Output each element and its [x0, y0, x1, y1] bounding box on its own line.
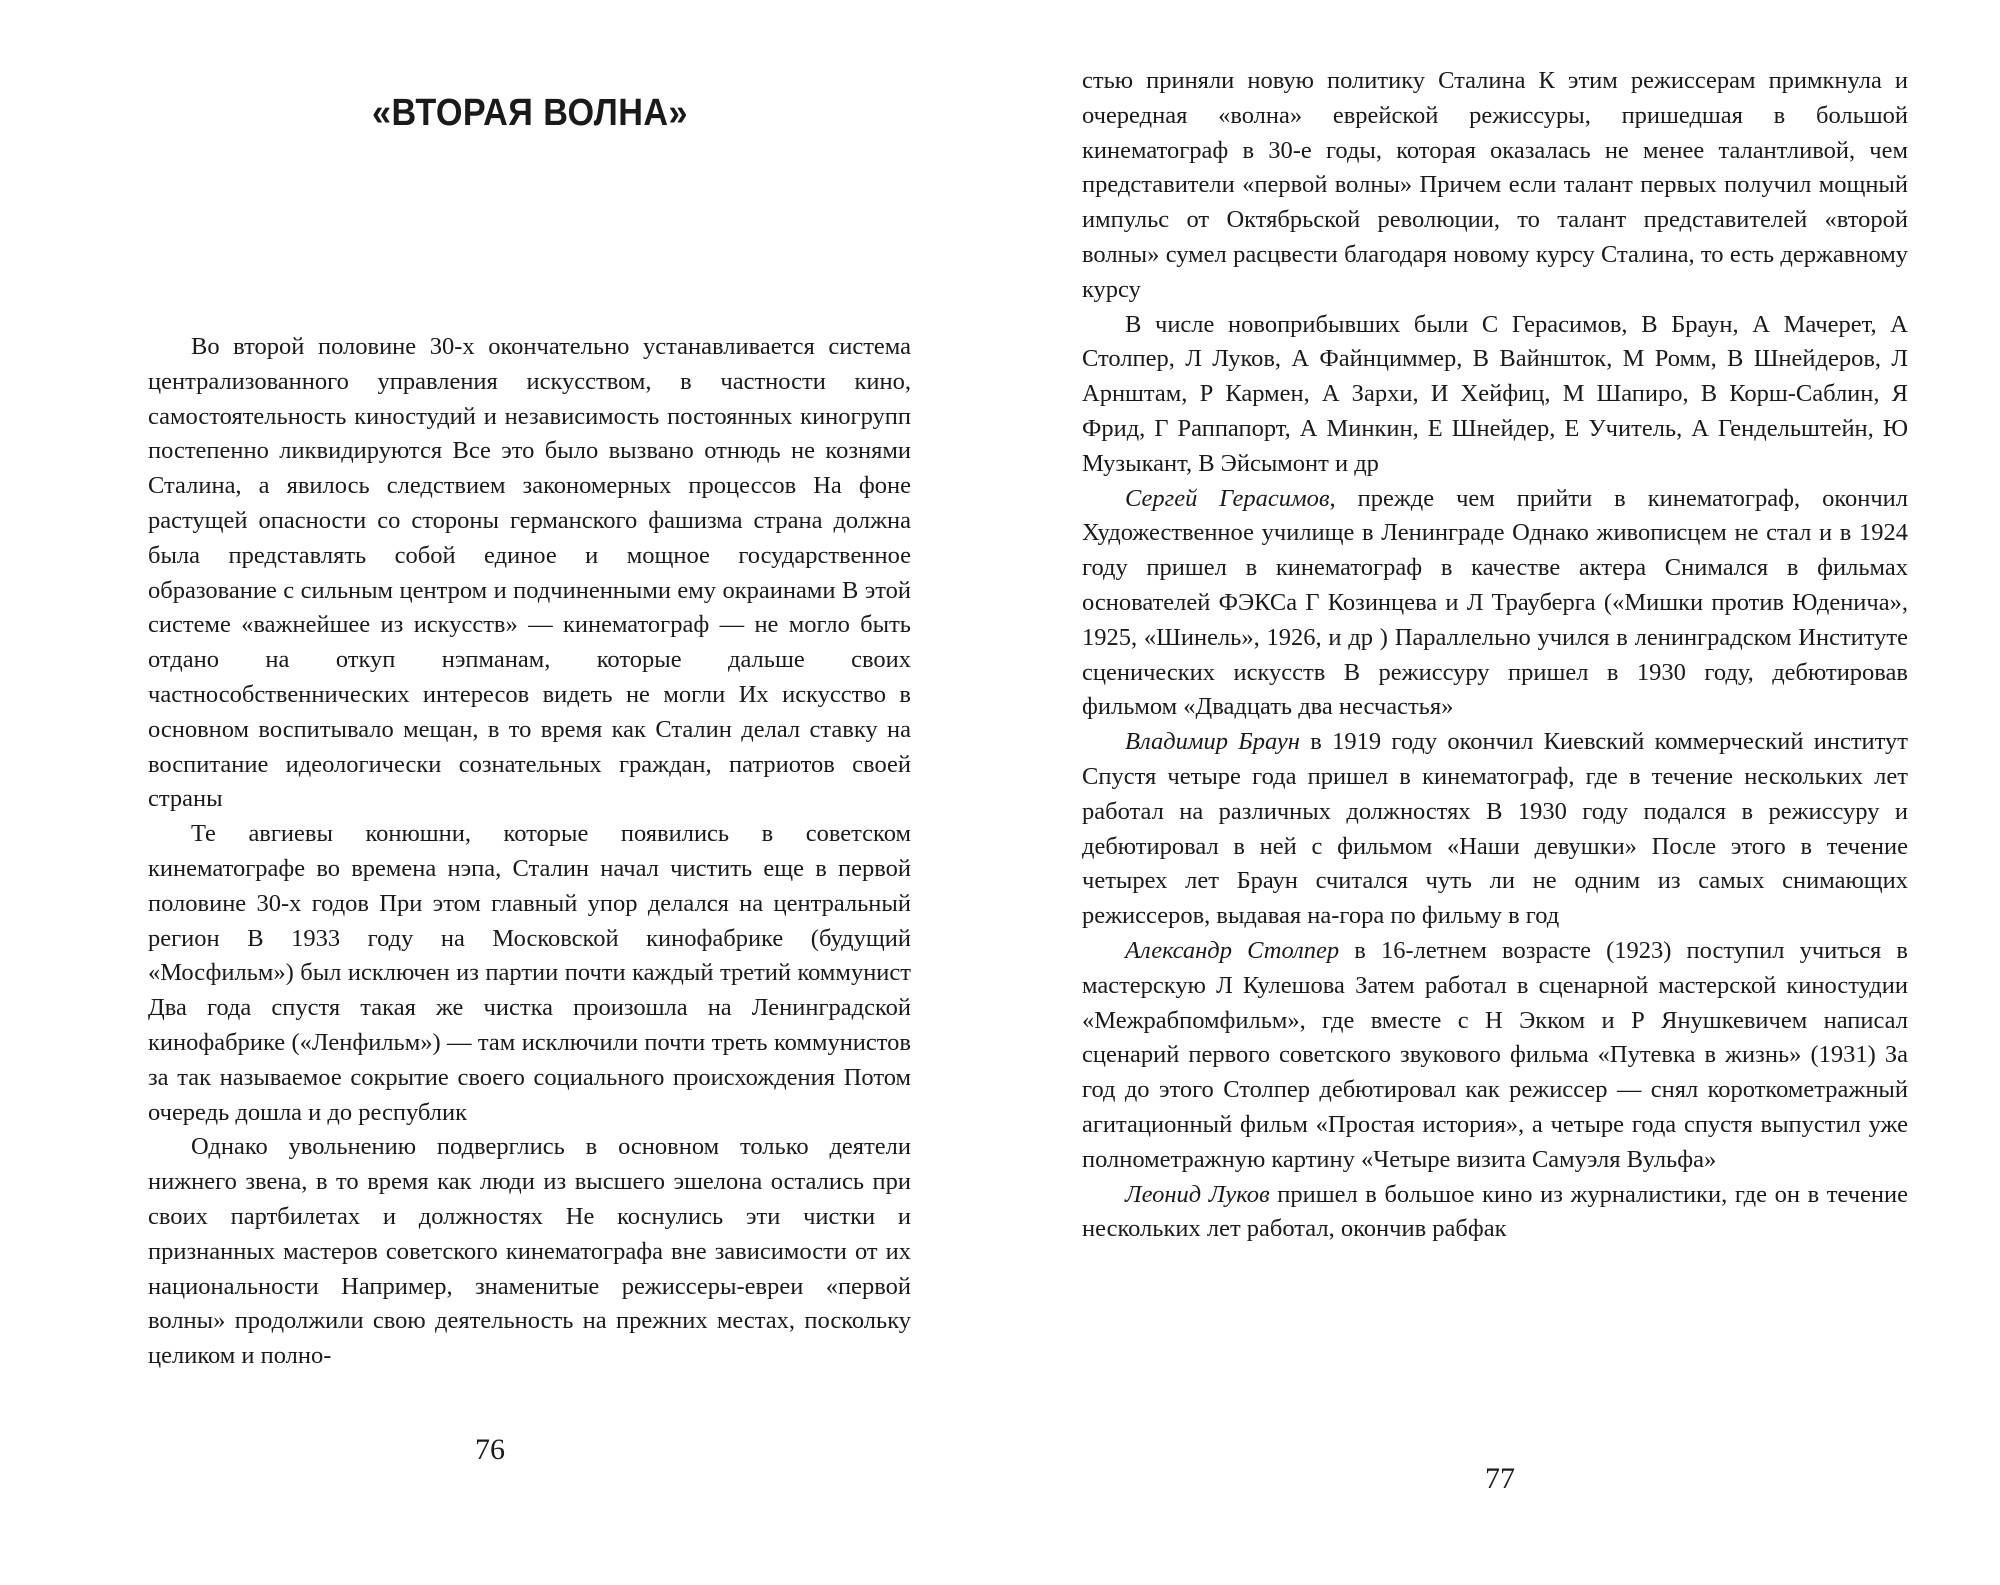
right-page-text [1082, 64, 1908, 1247]
bio-text: пришел в большое кино из журналистики, где он в течение нескольких лет работал, окончив рабфак [1082, 1180, 1908, 1243]
bio-text: в 16-летнем возрасте (1923) поступил учиться в мастерскую Л Кулешова Затем работал в сценарной мастерской киностудии «Межрабпомфильм», где вместе с Н Экком и Р Янушкевичем написал сценарий первого советского звукового фильма «Путевка в жизнь» (1931) За год до этого Столпер дебютировал как режиссер — снял короткометражный агитационный фильм «Простая история», а четыре года спустя выпустил уже полнометражную картину «Четыре визита Самуэля Вульфа» [1082, 936, 1908, 1173]
page-number-right: 77 [1485, 1462, 1515, 1495]
paragraph: Однако увольнению подверглись в основном только деятели нижнего звена, в то время как люди из высшего эшелона остались при своих партбилетах и должностях Не коснулись эти чистки и признанных мастеров советского кинематографа вне зависимости от их национальности Например, знаменитые режиссеры-евреи «первой волны» продолжили свою деятельность на прежних местах, поскольку целиком и полно- [148, 1133, 911, 1370]
paragraph: Те авгиевы конюшни, которые появились в советском кинематографе во времена нэпа, Сталин начал чистить еще в первой половине 30-х годов При этом главный упор делался на центральный регион В 1933 году на Московской кинофабрике (будущий «Мосфильм») был исключен из партии почти каждый третий коммунист Два года спустя такая же чистка произошла на Ленинградской кинофабрике («Ленфильм») — там исключили почти треть коммунистов за так называемое сокрытие своего социального происхождения Потом очередь дошла и до республик [148, 820, 911, 1126]
bio-text: в 1919 году окончил Киевский коммерческий институт Спустя четыре года пришел в кинематограф, где в течение нескольких лет работал на различных должностях В 1930 году подался в режиссуру и дебютировал в ней с фильмом «Наши девушки» После этого в течение четырех лет Браун считался чуть ли не одним из самых снимающих режиссеров, выдавая на-гора по фильму в год [1082, 728, 1908, 930]
person-name: Леонид Луков [1125, 1180, 1270, 1208]
paragraph-continuation: стью приняли новую политику Сталина К этим режиссерам примкнула и очередная «волна» еврейской режиссуры, пришедшая в большой кинематограф в 30-е годы, которая оказалась не менее талантливой, чем представители «первой волны» Причем если талант первых получил мощный импульс от Октябрьской революции, то талант представителей «второй волны» сумел расцвести благодаря новому курсу Сталина, то есть державному курсу [1082, 67, 1908, 303]
right-page [1000, 0, 2000, 1585]
paragraph: Во второй половине 30-х окончательно устанавливается система централизованного управления искусством, в частности кино, самостоятельность киностудий и независимость постоянных киногрупп постепенно ликвидируются Все это было вызвано отнюдь не кознями Сталина, а явилось следствием закономерных процессов На фоне растущей опасности со стороны германского фашизма страна должна была представлять собой единое и мощное государственное образование с сильным центром и подчиненными ему окраинами В этой системе «важнейшее из искусств» — кинематограф — не могло быть отдано на откуп нэпманам, которые дальше своих частнособственнических интересов видеть не могли Их искусство в основном воспитывало мещан, в то время как Сталин делал ставку на воспитание идеологически сознательных граждан, патриотов своей страны [148, 333, 911, 813]
bio-text: , прежде чем прийти в кинематограф, окончил Художественное училище в Ленинграде Однако живописцем не стал и в 1924 году пришел в кинематограф в качестве актера Снимался в фильмах основателей ФЭКСа Г Козинцева и Л Трауберга («Мишки против Юденича», 1925, «Шинель», 1926, и др ) Параллельно учился в ленинградском Институте сценических искусств В режиссуру пришел в 1930 году, дебютировав фильмом «Двадцать два несчастья» [1082, 484, 1908, 721]
bio-paragraph [1082, 482, 1908, 726]
paragraph: В числе новоприбывших были С Герасимов, В Браун, А Мачерет, А Столпер, Л Луков, А Файнциммер, В Вайншток, М Ромм, В Шнейдеров, Л Арнштам, Р Кармен, А Зархи, И Хейфиц, М Шапиро, В Корш-Саблин, Я Фрид, Г Раппапорт, А Минкин, Е Шнейдер, Е Учитель, А Гендельштейн, Ю Музыкант, В Эйсымонт и др [1082, 310, 1908, 477]
page-number-left: 76 [475, 1433, 505, 1466]
person-name: Владимир Браун [1125, 728, 1300, 756]
chapter-title: «ВТОРАЯ ВОЛНА» [372, 92, 688, 134]
bio-paragraph [1082, 725, 1908, 934]
left-page-text [148, 330, 911, 1374]
person-name: Сергей Герасимов [1125, 484, 1330, 512]
bio-paragraph [1082, 934, 1908, 1178]
bio-paragraph [1082, 1178, 1908, 1248]
person-name: Александр Столпер [1125, 936, 1340, 964]
